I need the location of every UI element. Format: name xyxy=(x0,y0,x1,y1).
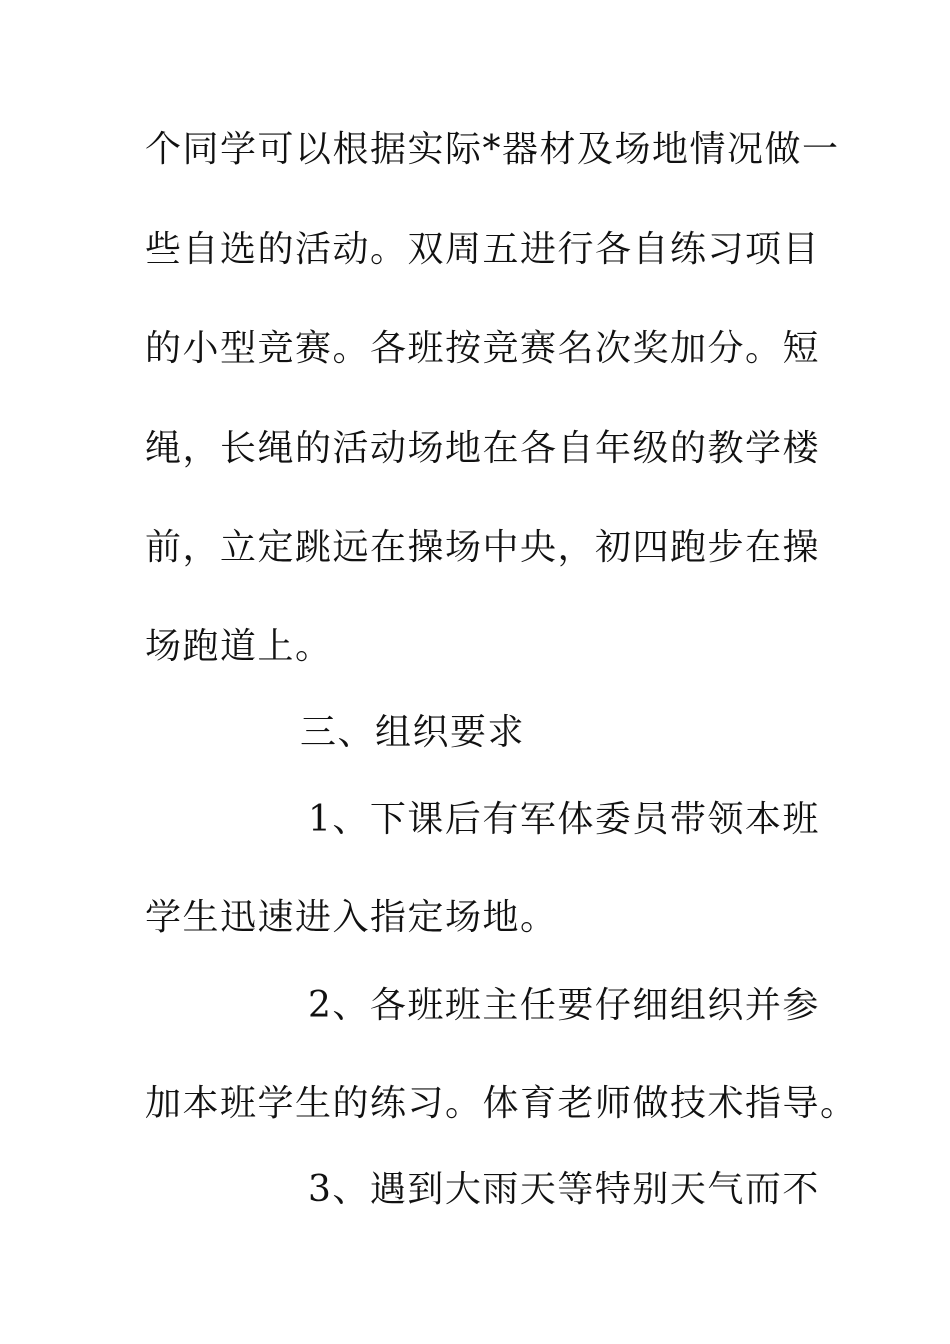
paragraph-line: 些自选的活动。双周五进行各自练习项目 xyxy=(145,229,821,270)
paragraph-line: 绳，长绳的活动场地在各自年级的教学楼 xyxy=(145,428,821,469)
paragraph-line: 前，立定跳远在操场中央，初四跑步在操 xyxy=(145,527,821,568)
section-heading: 三、组织要求 xyxy=(300,712,526,753)
requirement-item-3: 3、遇到大雨天等特别天气而不 xyxy=(308,1169,820,1210)
paragraph-line: 的小型竞赛。各班按竞赛名次奖加分。短 xyxy=(145,328,821,369)
paragraph-line: 个同学可以根据实际*器材及场地情况做一 xyxy=(145,129,840,170)
requirement-item-1-continuation: 学生迅速进入指定场地。 xyxy=(145,897,558,938)
requirement-item-2: 2、各班班主任要仔细组织并参 xyxy=(308,985,820,1026)
paragraph-line: 场跑道上。 xyxy=(145,626,333,667)
requirement-item-2-continuation: 加本班学生的练习。体育老师做技术指导。 xyxy=(145,1083,858,1124)
requirement-item-1: 1、下课后有军体委员带领本班 xyxy=(308,799,820,840)
